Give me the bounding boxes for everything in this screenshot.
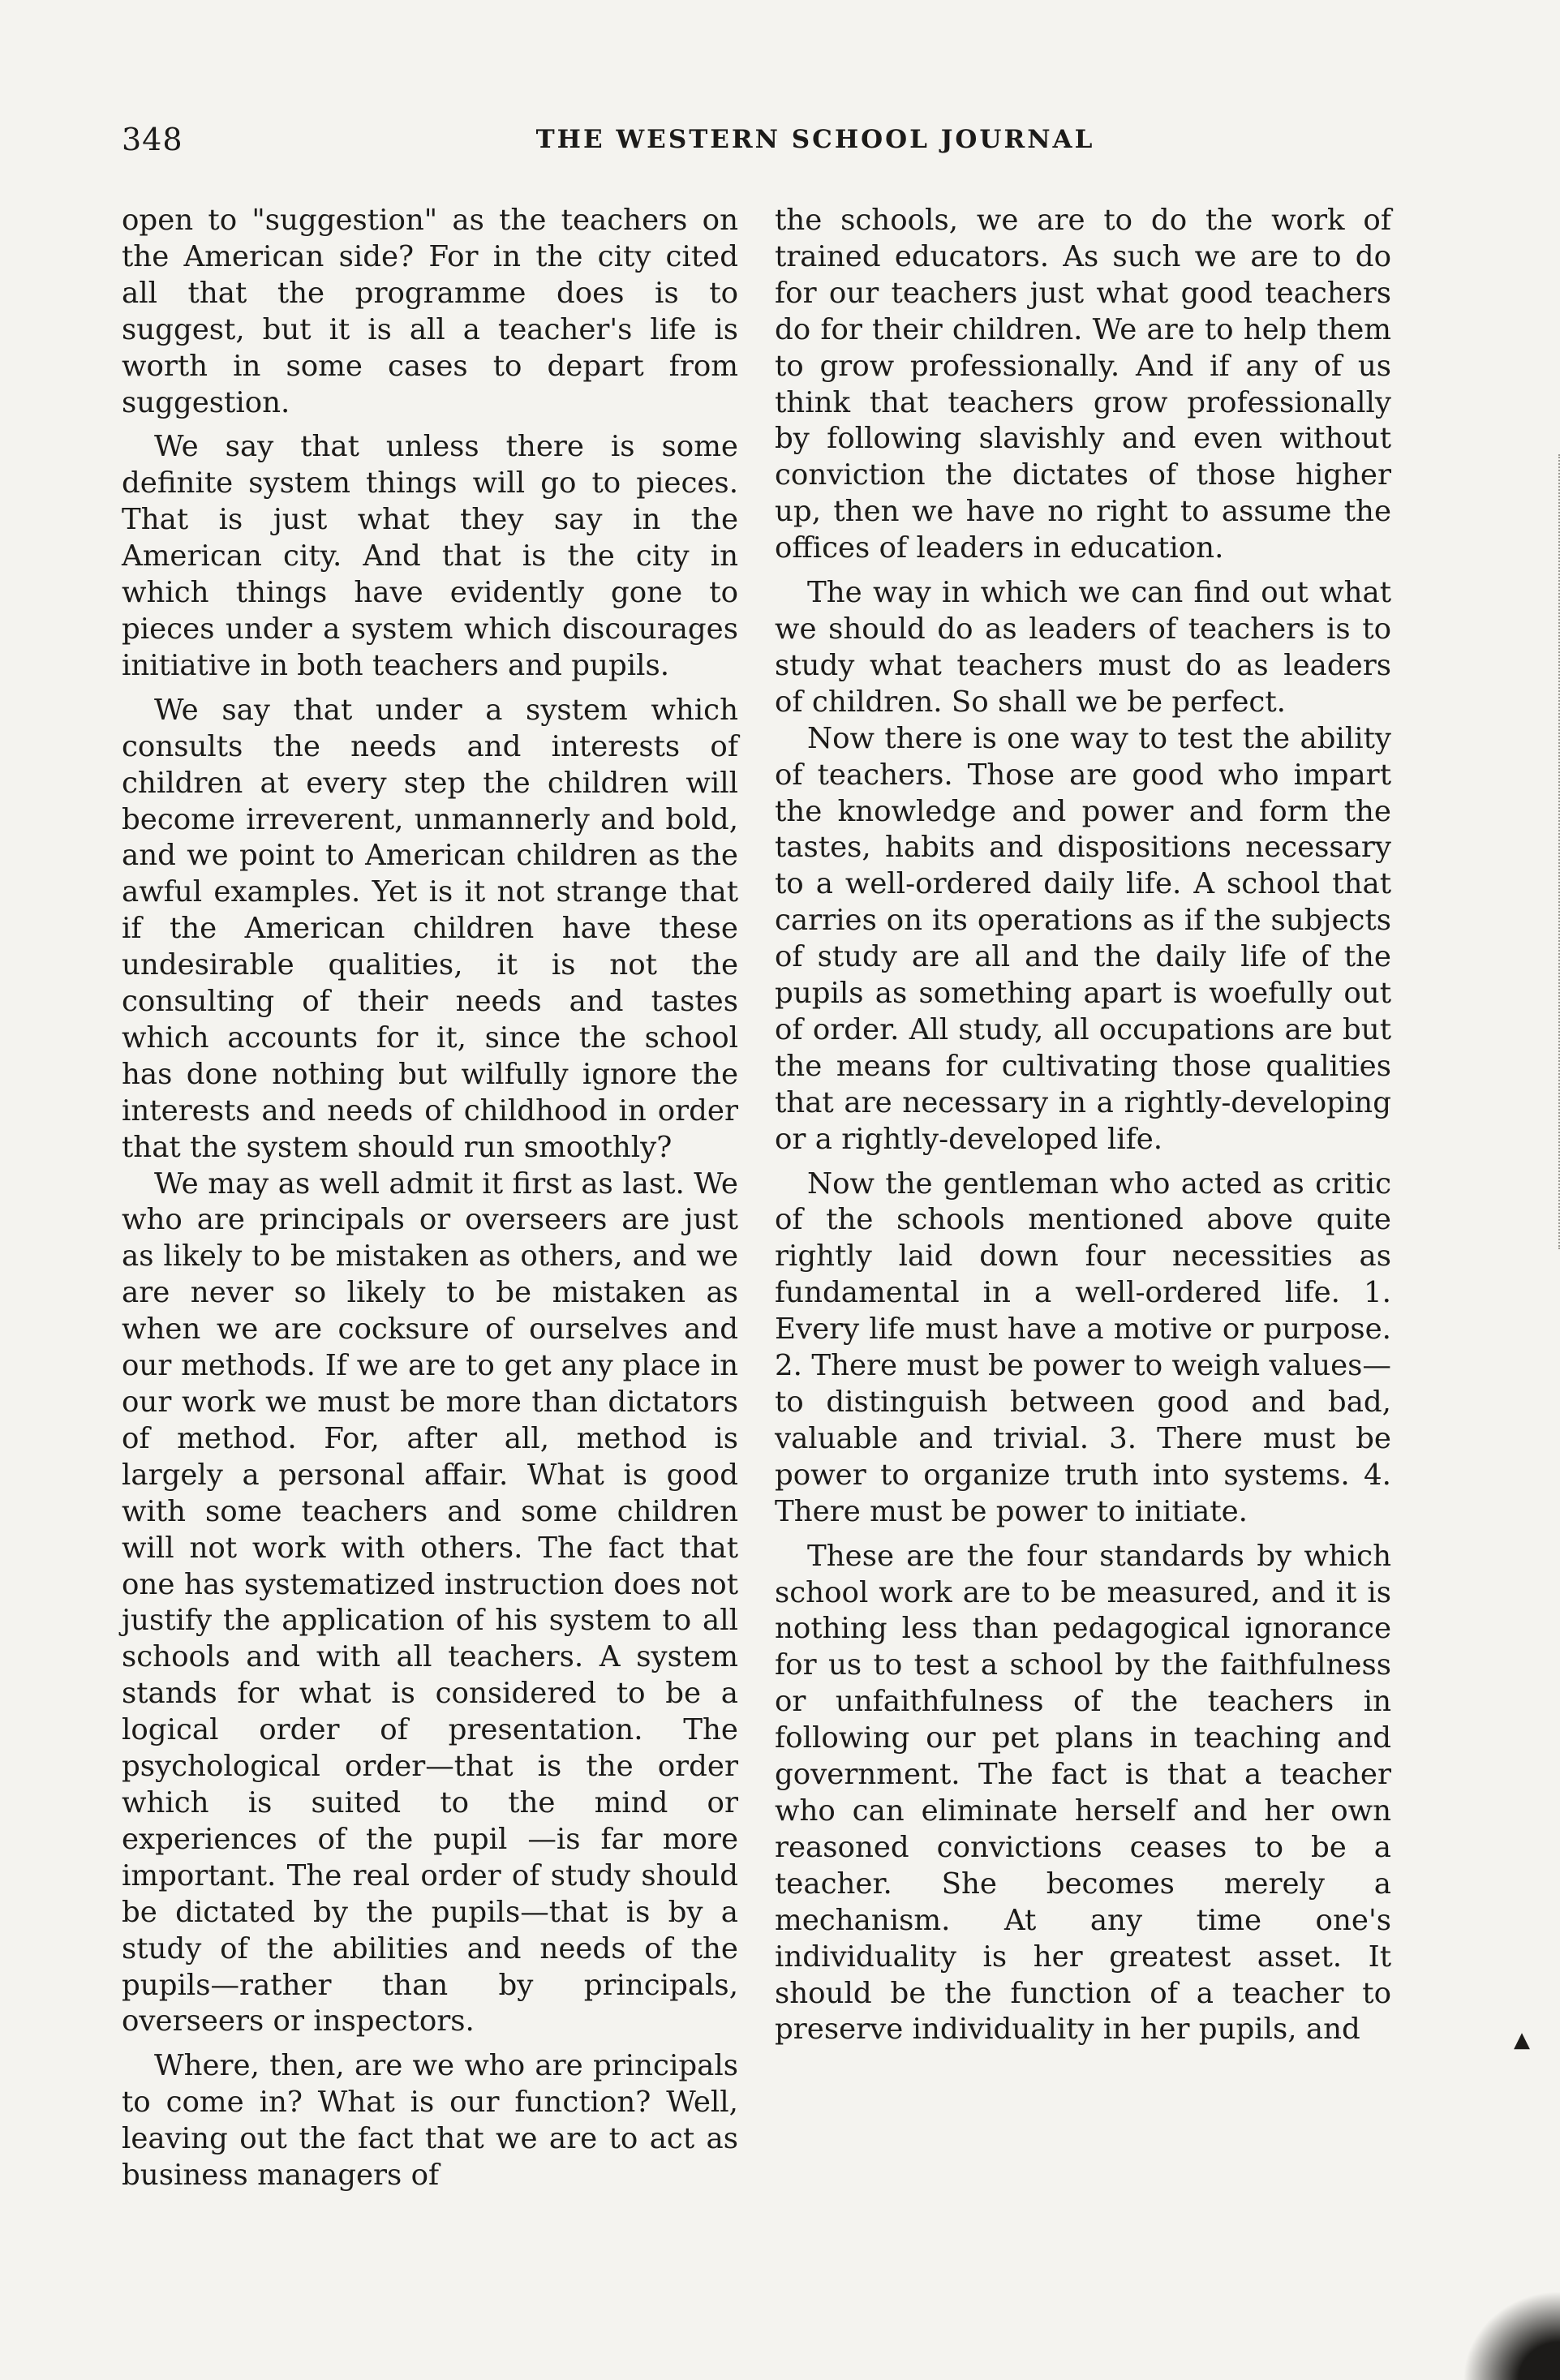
journal-title: THE WESTERN SCHOOL JOURNAL (535, 125, 1095, 154)
page-header (122, 122, 1436, 170)
left-paragraph-1: open to "suggestion" as the teachers on the American side? For in the city cited all that the programme does is to suggest, but it is all a teacher's life is worth in some cases to depart from suggestion. (122, 204, 738, 419)
right-paragraph-3: Now there is one way to test the ability of teachers. Those are good who impart the knowledge and power and form the tastes, habits and dispositions necessary to a well-ordered daily life. A school that carries on its operations as if the subjects of study are all and the daily life of the pupils as something apart is woefully out of order. All study, all occupations are but the means for cultivating those qualities that are necessary in a rightly-developing or a rightly-developed life. (775, 721, 1391, 1156)
right-paragraph-5: These are the four standards by which school work are to be measured, and it is nothing less than pedagogical ignorance for us to test a school by the faithfulness or unfaithfulness of the teachers in following our pet plans in teaching and government. The fact is that a teacher who can eliminate herself and her own reasoned convictions ceases to be a teacher. She becomes merely a mechanism. At any time one's individuality is her greatest asset. It should be the function of a teacher to preserve individuality in her pupils, and (775, 1539, 1391, 2047)
corner-smudge (1463, 2291, 1560, 2380)
left-paragraph-5: Where, then, are we who are principals to come in? What is our function? Well, leaving out the fact that we are to act as business managers of (122, 2049, 738, 2193)
right-column (775, 203, 1391, 2048)
right-paragraph-4: Now the gentleman who acted as critic of the schools mentioned above quite rightly laid down four necessities as fundamental in a well-ordered life. 1. Every life must have a motive or purpose. 2. There must be power to weigh values—to distinguish between good and bad, valuable and trivial. 3. There must be power to organize truth into systems. 4. There must be power to initiate. (775, 1166, 1391, 1528)
stray-ink-mark: ▲ (1514, 2028, 1530, 2052)
right-paragraph-1: the schools, we are to do the work of trained educators. As such we are to do for our teachers just what good teachers do for their children. We are to help them to grow professionally. And if any of us think that teachers grow professionally by following slavishly and even without conviction the dictates of those higher up, then we have no right to assume the offices of leaders in education. (775, 204, 1391, 565)
page-edge-mark (1554, 454, 1560, 1249)
right-paragraph-2: The way in which we can find out what we should do as leaders of teachers is to study what teachers must do as leaders of children. So shall we be perfect. (775, 576, 1391, 719)
left-column (122, 203, 738, 2194)
left-paragraph-2: We say that unless there is some definite system things will go to pieces. That is just what they say in the American city. And that is the city in which things have evidently gone to pieces under a system which discourages initiative in both teachers and pupils. (122, 430, 738, 682)
left-paragraph-3: We say that under a system which consults the needs and interests of children at every step the children will become irreverent, unmannerly and bold, and we point to American children as the awful examples. Yet is it not strange that if the American children have these undesirable qualities, it is not the consulting of their needs and tastes which accounts for it, since the school has done nothing but wilfully ignore the interests and needs of childhood in order that the system should run smoothly? (122, 693, 738, 1164)
left-paragraph-4: We may as well admit it first as last. We who are principals or overseers are just as likely to be mistaken as others, and we are never so likely to be mistaken as when we are cocksure of ourselves and our methods. If we are to get any place in our work we must be more than dictators of method. For, after all, method is largely a personal affair. What is good with some teachers and some children will not work with others. The fact that one has systematized instruction does not justify the application of his system to all schools and with all teachers. A system stands for what is considered to be a logical order of presentation. The psychological order—that is the order which is suited to the mind or experiences of the pupil —is far more important. The real order of study should be dictated by the pupils—that is by a study of the abilities and needs of the pupils—rather than by principals, overseers or inspectors. (122, 1166, 738, 2038)
page-number: 348 (122, 122, 183, 157)
